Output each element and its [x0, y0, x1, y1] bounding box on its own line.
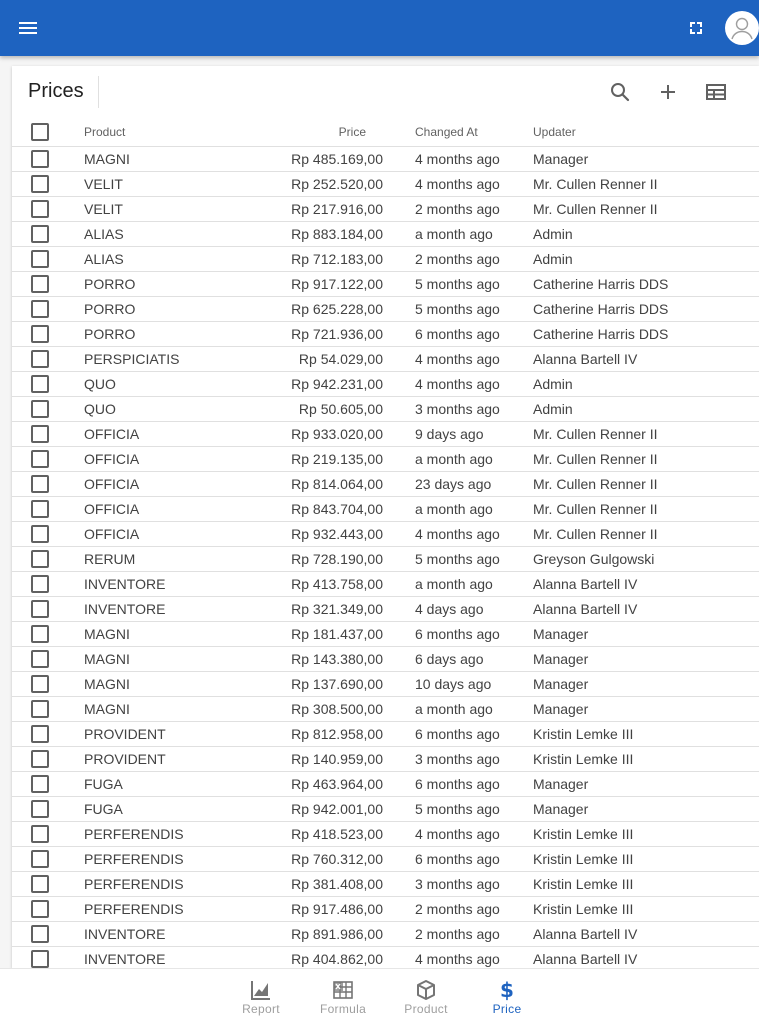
- row-checkbox[interactable]: [31, 925, 49, 943]
- row-checkbox[interactable]: [31, 675, 49, 693]
- row-checkbox-cell: [12, 472, 84, 497]
- spreadsheet-icon: [332, 979, 354, 1001]
- cell-updater: Manager: [533, 622, 759, 647]
- cell-updater: Mr. Cullen Renner II: [533, 472, 759, 497]
- cell-changed-at: a month ago: [383, 572, 533, 597]
- cell-changed-at: 6 months ago: [383, 622, 533, 647]
- row-checkbox-cell: [12, 922, 84, 947]
- cell-updater: Manager: [533, 772, 759, 797]
- cell-updater: Mr. Cullen Renner II: [533, 497, 759, 522]
- cell-changed-at: 23 days ago: [383, 472, 533, 497]
- cell-price: Rp 721.936,00: [234, 322, 383, 347]
- row-checkbox-cell: [12, 622, 84, 647]
- cell-changed-at: 2 months ago: [383, 197, 533, 222]
- cell-updater: Alanna Bartell IV: [533, 597, 759, 622]
- row-checkbox-cell: [12, 422, 84, 447]
- cell-product: INVENTORE: [84, 572, 234, 597]
- cell-changed-at: 5 months ago: [383, 297, 533, 322]
- menu-icon[interactable]: [16, 16, 40, 40]
- table-row[interactable]: [12, 147, 759, 172]
- table-row[interactable]: [12, 247, 759, 272]
- cell-changed-at: a month ago: [383, 447, 533, 472]
- table-row[interactable]: [12, 747, 759, 772]
- cell-product: MAGNI: [84, 672, 234, 697]
- table-row[interactable]: [12, 672, 759, 697]
- cell-price: Rp 625.228,00: [234, 297, 383, 322]
- search-icon[interactable]: [608, 80, 632, 104]
- cell-changed-at: 4 months ago: [383, 372, 533, 397]
- table-row[interactable]: [12, 822, 759, 847]
- cell-updater: Catherine Harris DDS: [533, 322, 759, 347]
- cell-product: VELIT: [84, 172, 234, 197]
- cell-price: Rp 933.020,00: [234, 422, 383, 447]
- table-row[interactable]: [12, 647, 759, 672]
- cell-changed-at: 5 months ago: [383, 272, 533, 297]
- cell-updater: Alanna Bartell IV: [533, 947, 759, 969]
- row-checkbox[interactable]: [31, 725, 49, 743]
- cell-updater: Manager: [533, 647, 759, 672]
- cell-changed-at: 9 days ago: [383, 422, 533, 447]
- cell-product: OFFICIA: [84, 472, 234, 497]
- cell-product: QUO: [84, 397, 234, 422]
- select-all-checkbox[interactable]: [31, 123, 49, 141]
- nav-product[interactable]: [391, 969, 461, 1016]
- table-row[interactable]: [12, 847, 759, 872]
- add-icon[interactable]: [656, 80, 680, 104]
- row-checkbox-cell: [12, 172, 84, 197]
- row-checkbox[interactable]: [31, 300, 49, 318]
- cell-changed-at: 5 months ago: [383, 547, 533, 572]
- user-avatar-icon[interactable]: [725, 11, 759, 45]
- row-checkbox-cell: [12, 797, 84, 822]
- cell-product: ALIAS: [84, 247, 234, 272]
- cell-price: Rp 932.443,00: [234, 522, 383, 547]
- cell-updater: Kristin Lemke III: [533, 722, 759, 747]
- cell-price: Rp 404.862,00: [234, 947, 383, 969]
- fullscreen-icon[interactable]: [684, 16, 708, 40]
- row-checkbox[interactable]: [31, 525, 49, 543]
- row-checkbox-cell: [12, 822, 84, 847]
- cell-product: OFFICIA: [84, 422, 234, 447]
- cell-product: OFFICIA: [84, 522, 234, 547]
- table-row[interactable]: [12, 322, 759, 347]
- cell-updater: Catherine Harris DDS: [533, 297, 759, 322]
- select-all-cell: [12, 118, 84, 147]
- cell-product: MAGNI: [84, 697, 234, 722]
- cell-price: Rp 942.001,00: [234, 797, 383, 822]
- cell-changed-at: 6 months ago: [383, 322, 533, 347]
- cell-changed-at: 4 months ago: [383, 347, 533, 372]
- cell-price: Rp 760.312,00: [234, 847, 383, 872]
- cell-changed-at: a month ago: [383, 697, 533, 722]
- cell-price: Rp 814.064,00: [234, 472, 383, 497]
- header-product[interactable]: Product: [84, 118, 234, 147]
- table-row[interactable]: [12, 797, 759, 822]
- cell-price: Rp 891.986,00: [234, 922, 383, 947]
- cell-product: VELIT: [84, 197, 234, 222]
- table-row[interactable]: [12, 722, 759, 747]
- cell-product: OFFICIA: [84, 497, 234, 522]
- table-row[interactable]: [12, 897, 759, 922]
- row-checkbox[interactable]: [31, 750, 49, 768]
- row-checkbox[interactable]: [31, 575, 49, 593]
- cell-changed-at: 3 months ago: [383, 397, 533, 422]
- cell-price: Rp 418.523,00: [234, 822, 383, 847]
- row-checkbox[interactable]: [31, 150, 49, 168]
- row-checkbox[interactable]: [31, 225, 49, 243]
- header-changed-at[interactable]: Changed At: [383, 118, 533, 147]
- cell-price: Rp 50.605,00: [234, 397, 383, 422]
- row-checkbox-cell: [12, 272, 84, 297]
- cell-changed-at: 10 days ago: [383, 672, 533, 697]
- table-row[interactable]: [12, 422, 759, 447]
- cell-product: PERFERENDIS: [84, 847, 234, 872]
- header-price[interactable]: [234, 118, 383, 147]
- row-checkbox-cell: [12, 247, 84, 272]
- table-row[interactable]: [12, 597, 759, 622]
- row-checkbox-cell: [12, 897, 84, 922]
- table-columns-icon[interactable]: [704, 80, 728, 104]
- header-updater[interactable]: Updater: [533, 118, 759, 147]
- cell-changed-at: a month ago: [383, 497, 533, 522]
- cell-price: Rp 917.122,00: [234, 272, 383, 297]
- nav-formula[interactable]: [308, 969, 378, 1016]
- row-checkbox-cell: [12, 497, 84, 522]
- cell-price: Rp 321.349,00: [234, 597, 383, 622]
- row-checkbox[interactable]: [31, 650, 49, 668]
- prices-table: [12, 118, 759, 968]
- cell-changed-at: 3 months ago: [383, 872, 533, 897]
- cell-updater: Alanna Bartell IV: [533, 572, 759, 597]
- cell-updater: Catherine Harris DDS: [533, 272, 759, 297]
- chart-icon: [250, 979, 272, 1001]
- nav-price[interactable]: [472, 969, 542, 1016]
- cell-updater: Manager: [533, 797, 759, 822]
- cell-price: Rp 143.380,00: [234, 647, 383, 672]
- cell-product: PERFERENDIS: [84, 872, 234, 897]
- row-checkbox-cell: [12, 722, 84, 747]
- cell-product: INVENTORE: [84, 922, 234, 947]
- cell-changed-at: a month ago: [383, 222, 533, 247]
- page-title: Prices: [28, 80, 84, 102]
- cell-price: Rp 712.183,00: [234, 247, 383, 272]
- cell-product: PORRO: [84, 297, 234, 322]
- row-checkbox-cell: [12, 372, 84, 397]
- cell-price: Rp 381.408,00: [234, 872, 383, 897]
- cell-price: Rp 140.959,00: [234, 747, 383, 772]
- table-row[interactable]: [12, 522, 759, 547]
- cell-changed-at: 6 days ago: [383, 647, 533, 672]
- cell-updater: Mr. Cullen Renner II: [533, 447, 759, 472]
- row-checkbox[interactable]: [31, 325, 49, 343]
- cell-changed-at: 2 months ago: [383, 247, 533, 272]
- row-checkbox[interactable]: [31, 875, 49, 893]
- cell-product: FUGA: [84, 772, 234, 797]
- nav-report[interactable]: [226, 969, 296, 1016]
- row-checkbox-cell: [12, 222, 84, 247]
- table-row[interactable]: [12, 547, 759, 572]
- row-checkbox[interactable]: [31, 250, 49, 268]
- box-icon: [415, 979, 437, 1001]
- cell-changed-at: 4 months ago: [383, 172, 533, 197]
- table-row[interactable]: [12, 497, 759, 522]
- bottom-navigation: [0, 968, 759, 1016]
- row-checkbox-cell: [12, 397, 84, 422]
- cell-price: Rp 181.437,00: [234, 622, 383, 647]
- cell-price: Rp 308.500,00: [234, 697, 383, 722]
- cell-product: PORRO: [84, 322, 234, 347]
- row-checkbox[interactable]: [31, 700, 49, 718]
- nav-report-label: Report: [242, 1002, 280, 1016]
- cell-changed-at: 2 months ago: [383, 922, 533, 947]
- row-checkbox[interactable]: [31, 375, 49, 393]
- row-checkbox-cell: [12, 597, 84, 622]
- row-checkbox-cell: [12, 322, 84, 347]
- cell-updater: Kristin Lemke III: [533, 897, 759, 922]
- cell-price: Rp 137.690,00: [234, 672, 383, 697]
- row-checkbox-cell: [12, 297, 84, 322]
- row-checkbox[interactable]: [31, 500, 49, 518]
- cell-product: FUGA: [84, 797, 234, 822]
- row-checkbox-cell: [12, 772, 84, 797]
- row-checkbox[interactable]: [31, 350, 49, 368]
- row-checkbox-cell: [12, 697, 84, 722]
- nav-product-label: Product: [404, 1002, 448, 1016]
- cell-updater: Kristin Lemke III: [533, 747, 759, 772]
- cell-changed-at: 5 months ago: [383, 797, 533, 822]
- row-checkbox[interactable]: [31, 850, 49, 868]
- cell-updater: Mr. Cullen Renner II: [533, 172, 759, 197]
- cell-updater: Kristin Lemke III: [533, 847, 759, 872]
- table-row[interactable]: [12, 772, 759, 797]
- cell-updater: Kristin Lemke III: [533, 822, 759, 847]
- table-row[interactable]: [12, 172, 759, 197]
- cell-updater: Greyson Gulgowski: [533, 547, 759, 572]
- table-row[interactable]: [12, 222, 759, 247]
- cell-updater: Manager: [533, 147, 759, 172]
- row-checkbox-cell: [12, 747, 84, 772]
- cell-updater: Mr. Cullen Renner II: [533, 422, 759, 447]
- row-checkbox-cell: [12, 197, 84, 222]
- cell-product: INVENTORE: [84, 597, 234, 622]
- cell-price: Rp 917.486,00: [234, 897, 383, 922]
- table-header-row: [12, 118, 759, 147]
- cell-price: Rp 413.758,00: [234, 572, 383, 597]
- table-row[interactable]: [12, 872, 759, 897]
- svg-text:$: $: [500, 979, 514, 1001]
- cell-price: Rp 463.964,00: [234, 772, 383, 797]
- cell-product: MAGNI: [84, 622, 234, 647]
- row-checkbox-cell: [12, 347, 84, 372]
- cell-changed-at: 4 days ago: [383, 597, 533, 622]
- row-checkbox-cell: [12, 547, 84, 572]
- cell-updater: Kristin Lemke III: [533, 872, 759, 897]
- cell-price: Rp 942.231,00: [234, 372, 383, 397]
- cell-product: PROVIDENT: [84, 722, 234, 747]
- row-checkbox[interactable]: [31, 550, 49, 568]
- cell-price: Rp 485.169,00: [234, 147, 383, 172]
- toolbar-divider: [98, 76, 99, 108]
- cell-price: Rp 728.190,00: [234, 547, 383, 572]
- cell-updater: Mr. Cullen Renner II: [533, 522, 759, 547]
- header-price-label: Price: [338, 125, 366, 139]
- row-checkbox-cell: [12, 572, 84, 597]
- app-bar: [0, 0, 759, 56]
- row-checkbox[interactable]: [31, 625, 49, 643]
- row-checkbox-cell: [12, 147, 84, 172]
- cell-product: PROVIDENT: [84, 747, 234, 772]
- cell-product: PORRO: [84, 272, 234, 297]
- table-row[interactable]: [12, 572, 759, 597]
- cell-changed-at: 6 months ago: [383, 772, 533, 797]
- cell-product: OFFICIA: [84, 447, 234, 472]
- card-toolbar: [12, 66, 759, 118]
- cell-price: Rp 217.916,00: [234, 197, 383, 222]
- table-row[interactable]: [12, 447, 759, 472]
- table-row[interactable]: [12, 922, 759, 947]
- cell-product: ALIAS: [84, 222, 234, 247]
- cell-updater: Admin: [533, 372, 759, 397]
- cell-product: MAGNI: [84, 647, 234, 672]
- table-row[interactable]: [12, 347, 759, 372]
- row-checkbox[interactable]: [31, 825, 49, 843]
- cell-product: INVENTORE: [84, 947, 234, 969]
- cell-changed-at: 3 months ago: [383, 747, 533, 772]
- table-row[interactable]: [12, 947, 759, 969]
- cell-price: Rp 219.135,00: [234, 447, 383, 472]
- table-row[interactable]: [12, 372, 759, 397]
- cell-price: Rp 252.520,00: [234, 172, 383, 197]
- cell-updater: Manager: [533, 672, 759, 697]
- table-row[interactable]: [12, 472, 759, 497]
- row-checkbox[interactable]: [31, 400, 49, 418]
- cell-price: Rp 812.958,00: [234, 722, 383, 747]
- cell-changed-at: 4 months ago: [383, 522, 533, 547]
- row-checkbox-cell: [12, 872, 84, 897]
- nav-price-label: Price: [492, 1002, 522, 1016]
- cell-updater: Manager: [533, 697, 759, 722]
- row-checkbox[interactable]: [31, 475, 49, 493]
- row-checkbox[interactable]: [31, 600, 49, 618]
- table-row[interactable]: [12, 622, 759, 647]
- row-checkbox-cell: [12, 647, 84, 672]
- cell-changed-at: 4 months ago: [383, 947, 533, 969]
- cell-price: Rp 883.184,00: [234, 222, 383, 247]
- row-checkbox[interactable]: [31, 775, 49, 793]
- cell-changed-at: 4 months ago: [383, 822, 533, 847]
- table-row[interactable]: [12, 197, 759, 222]
- row-checkbox-cell: [12, 947, 84, 969]
- row-checkbox[interactable]: [31, 450, 49, 468]
- cell-updater: Mr. Cullen Renner II: [533, 197, 759, 222]
- row-checkbox[interactable]: [31, 425, 49, 443]
- prices-card: [12, 66, 759, 968]
- nav-formula-label: Formula: [319, 1002, 367, 1016]
- cell-updater: Alanna Bartell IV: [533, 922, 759, 947]
- row-checkbox[interactable]: [31, 900, 49, 918]
- row-checkbox[interactable]: [31, 950, 49, 968]
- cell-updater: Admin: [533, 247, 759, 272]
- table-row[interactable]: [12, 697, 759, 722]
- row-checkbox-cell: [12, 672, 84, 697]
- cell-updater: Alanna Bartell IV: [533, 347, 759, 372]
- row-checkbox-cell: [12, 447, 84, 472]
- cell-updater: Admin: [533, 222, 759, 247]
- table-row[interactable]: [12, 397, 759, 422]
- cell-product: PERFERENDIS: [84, 822, 234, 847]
- table-row[interactable]: [12, 297, 759, 322]
- row-checkbox[interactable]: [31, 800, 49, 818]
- cell-changed-at: 6 months ago: [383, 847, 533, 872]
- cell-price: Rp 843.704,00: [234, 497, 383, 522]
- cell-changed-at: 4 months ago: [383, 147, 533, 172]
- row-checkbox-cell: [12, 522, 84, 547]
- row-checkbox[interactable]: [31, 200, 49, 218]
- row-checkbox-cell: [12, 847, 84, 872]
- cell-price: Rp 54.029,00: [234, 347, 383, 372]
- dollar-icon: [496, 979, 518, 1001]
- cell-product: PERFERENDIS: [84, 897, 234, 922]
- cell-product: QUO: [84, 372, 234, 397]
- row-checkbox[interactable]: [31, 175, 49, 193]
- cell-product: PERSPICIATIS: [84, 347, 234, 372]
- cell-changed-at: 6 months ago: [383, 722, 533, 747]
- cell-product: MAGNI: [84, 147, 234, 172]
- cell-changed-at: 2 months ago: [383, 897, 533, 922]
- cell-updater: Admin: [533, 397, 759, 422]
- table-row[interactable]: [12, 272, 759, 297]
- row-checkbox[interactable]: [31, 275, 49, 293]
- cell-product: RERUM: [84, 547, 234, 572]
